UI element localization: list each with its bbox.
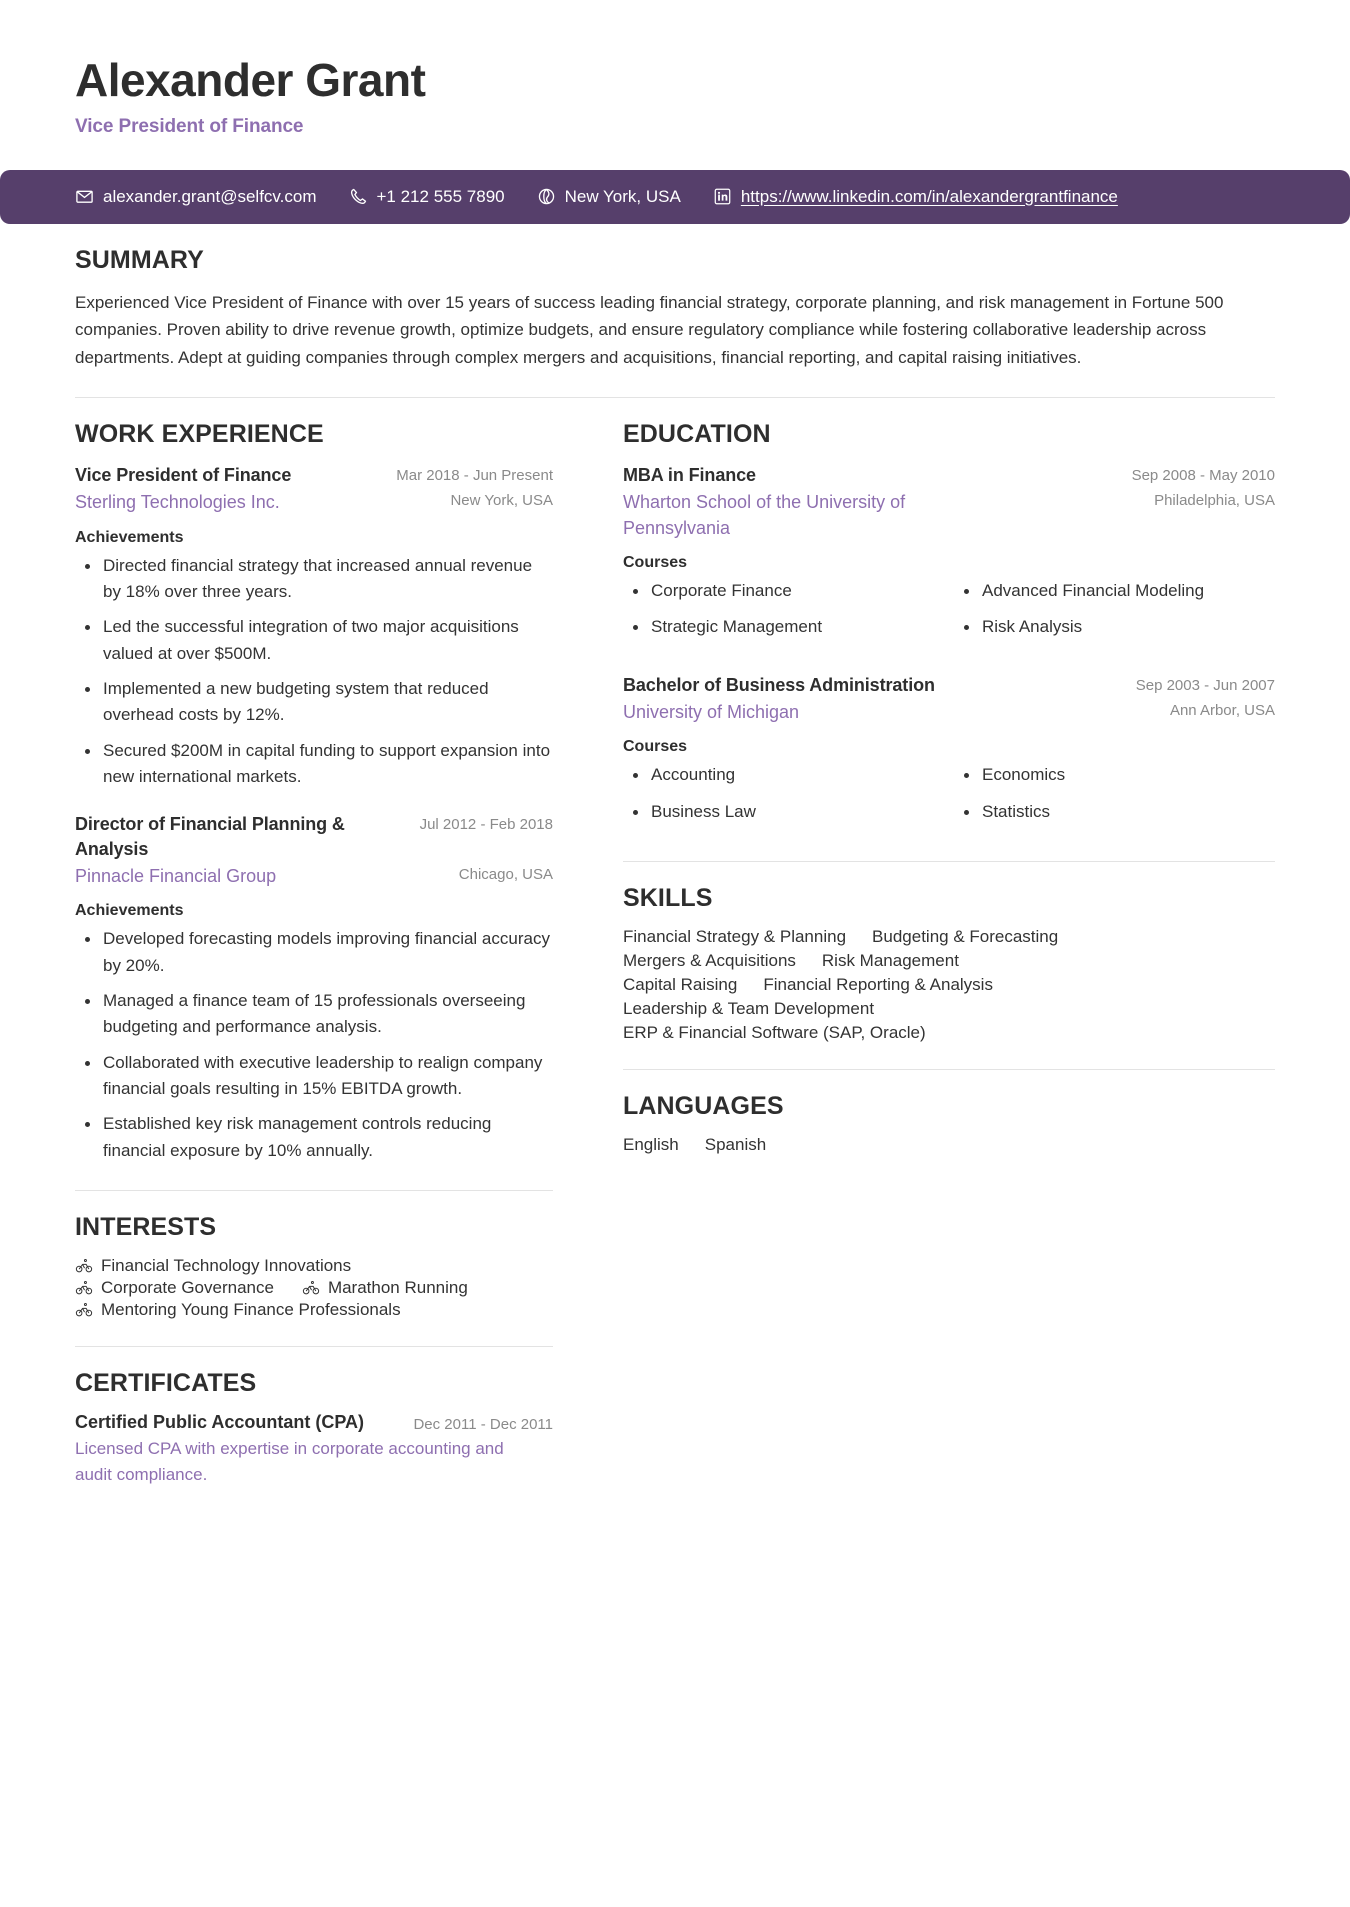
- work-entry-org-row: [75, 487, 553, 515]
- work-entry-dates: Jul 2012 - Feb 2018: [419, 816, 553, 834]
- list-item: Led the successful integration of two major acquisitions valued at over $500M.: [75, 614, 553, 667]
- divider-skills: [623, 861, 1275, 862]
- list-item: Directed financial strategy that increased annual revenue by 18% over three years.: [75, 553, 553, 606]
- divider-certificates: [75, 1346, 553, 1347]
- divider-languages: [623, 1069, 1275, 1070]
- certificates-heading: CERTIFICATES: [75, 1368, 257, 1397]
- list-item: Secured $200M in capital funding to support expansion into new international markets.: [75, 738, 553, 791]
- course-item: Strategic Management: [623, 614, 944, 640]
- page-title: Alexander Grant: [75, 54, 426, 106]
- left-column: [75, 398, 588, 1510]
- list-item: Developed forecasting models improving financial accuracy by 20%.: [75, 926, 553, 979]
- interests-row-3: [75, 1300, 515, 1320]
- skill-item: Mergers & Acquisitions: [623, 951, 796, 971]
- work-entry-organization: Sterling Technologies Inc.: [75, 492, 280, 513]
- education-dates: Sep 2003 - Jun 2007: [1135, 676, 1275, 694]
- resume-content: [0, 246, 1350, 1511]
- education-dates: Sep 2008 - May 2010: [1131, 467, 1275, 485]
- interests-section: [75, 1213, 553, 1320]
- interest-item: [75, 1278, 274, 1298]
- languages-list: [623, 1135, 1275, 1155]
- bicycle-icon: [75, 1257, 93, 1275]
- course-item: Corporate Finance: [623, 578, 944, 604]
- education-location: Philadelphia, USA: [1154, 492, 1275, 510]
- education-school: Wharton School of the University of Pennsylvania: [623, 492, 906, 538]
- work-entry-sublabel: Achievements: [75, 528, 184, 546]
- skill-item: Risk Management: [821, 951, 959, 971]
- certificate-description: Licensed CPA with expertise in corporate accounting and audit compliance.: [75, 1438, 504, 1485]
- education-title-row: [623, 463, 1275, 487]
- languages-section: [623, 1092, 1275, 1155]
- education-courses: [623, 762, 1275, 835]
- contact-location-text: New York, USA: [564, 186, 681, 206]
- work-entry-title-row: [75, 812, 553, 861]
- education-courses-label: Courses: [623, 553, 688, 571]
- skill-item: Capital Raising: [623, 975, 738, 995]
- languages-heading: LANGUAGES: [623, 1092, 784, 1121]
- certificate-dates: Dec 2011 - Dec 2011: [413, 1415, 553, 1433]
- course-item: Accounting: [623, 762, 944, 788]
- bicycle-icon: [75, 1301, 93, 1319]
- list-item: Established key risk management controls reducing financial exposure by 10% annually.: [75, 1111, 553, 1164]
- education-courses: [623, 578, 1275, 651]
- education-section: [623, 420, 1275, 835]
- contact-phone: [349, 187, 505, 207]
- course-item: Advanced Financial Modeling: [954, 578, 1275, 604]
- work-entry-title-row: [75, 463, 553, 487]
- interests-row-2: [75, 1278, 515, 1298]
- contact-phone-text: +1 212 555 7890: [376, 186, 505, 206]
- skills-row: [623, 975, 1275, 995]
- list-item: Collaborated with executive leadership to realign company financial goals resulting in 15% EBITDA growth.: [75, 1050, 553, 1103]
- two-column-body: [75, 398, 1275, 1510]
- interests-heading: INTERESTS: [75, 1212, 217, 1241]
- education-location: Ann Arbor, USA: [1169, 702, 1275, 720]
- work-entry-org-row: [75, 861, 553, 889]
- bicycle-icon: [75, 1279, 93, 1297]
- language-item: Spanish: [704, 1135, 767, 1155]
- summary-text: Experienced Vice President of Finance with over 15 years of success leading financial strategy, corporate planning, and risk management in Fortune 500 companies. Proven ability to drive revenue growth, optimize budgets, and ensure regulatory compliance while fostering collaborative leadership across departments. Adept at guiding companies through complex mergers and acquisitions, financial reporting, and capital raising initiatives.: [75, 292, 1224, 367]
- work-entry-bullets: [75, 926, 553, 1164]
- work-entry-sublabel: Achievements: [75, 902, 184, 920]
- phone-icon: [349, 187, 368, 206]
- skills-heading: SKILLS: [623, 884, 713, 913]
- list-item: Managed a finance team of 15 professionals overseeing budgeting and performance analysis.: [75, 988, 553, 1041]
- skill-item: Financial Strategy & Planning: [623, 927, 847, 947]
- contact-email: [75, 187, 317, 207]
- interest-item: [75, 1300, 401, 1320]
- interest-item: [75, 1256, 351, 1276]
- contact-bar: [0, 170, 1350, 224]
- interests-row-1: [75, 1256, 515, 1276]
- education-entry: [623, 673, 1275, 835]
- list-item: Implemented a new budgeting system that reduced overhead costs by 12%.: [75, 676, 553, 729]
- education-title-row: [623, 673, 1275, 697]
- work-entry: [75, 812, 553, 1164]
- right-column: [588, 398, 1275, 1155]
- resume-header: [0, 0, 1350, 156]
- skill-item: Financial Reporting & Analysis: [763, 975, 993, 995]
- skills-row: [623, 927, 1275, 947]
- contact-email-text: alexander.grant@selfcv.com: [103, 186, 317, 206]
- education-courses-label: Courses: [623, 738, 688, 756]
- skill-item: ERP & Financial Software (SAP, Oracle): [623, 1023, 926, 1043]
- divider-interests: [75, 1190, 553, 1191]
- contact-location: [537, 187, 681, 207]
- work-entry: [75, 463, 553, 790]
- work-entry-title: Director of Financial Planning & Analysis: [75, 814, 345, 859]
- skills-section: [623, 884, 1275, 1043]
- summary-heading: SUMMARY: [75, 245, 204, 274]
- interest-label: Corporate Governance: [101, 1277, 274, 1297]
- certificate-entry: [75, 1412, 553, 1489]
- interest-label: Mentoring Young Finance Professionals: [101, 1299, 401, 1319]
- skills-row: [623, 999, 1275, 1019]
- work-entry-title: Vice President of Finance: [75, 465, 292, 486]
- certificate-title: Certified Public Accountant (CPA): [75, 1411, 365, 1432]
- education-entry: [623, 463, 1275, 651]
- interest-item: [302, 1278, 468, 1298]
- certificates-section: [75, 1369, 553, 1489]
- skills-row: [623, 951, 1275, 971]
- skills-row: [623, 1023, 1275, 1043]
- work-experience-heading: WORK EXPERIENCE: [75, 420, 324, 449]
- globe-icon: [537, 187, 556, 206]
- interest-label: Marathon Running: [327, 1277, 468, 1297]
- work-entry-location: New York, USA: [450, 492, 553, 510]
- education-heading: EDUCATION: [623, 420, 771, 449]
- contact-linkedin[interactable]: [713, 187, 1118, 207]
- education-degree: Bachelor of Business Administration: [623, 674, 935, 695]
- education-degree: MBA in Finance: [623, 465, 756, 486]
- skill-item: Leadership & Team Development: [623, 999, 875, 1019]
- work-experience-section: [75, 420, 553, 1164]
- education-school: University of Michigan: [623, 702, 800, 723]
- work-entry-dates: Mar 2018 - Jun Present: [396, 467, 553, 485]
- envelope-icon: [75, 187, 94, 206]
- course-item: Risk Analysis: [954, 614, 1275, 640]
- bicycle-icon: [302, 1279, 320, 1297]
- course-item: Statistics: [954, 799, 1275, 825]
- skill-item: Budgeting & Forecasting: [872, 927, 1059, 947]
- work-entry-location: Chicago, USA: [458, 866, 553, 884]
- linkedin-icon: [713, 187, 732, 206]
- education-school-row: [623, 697, 1275, 725]
- course-item: Business Law: [623, 799, 944, 825]
- summary-section: [75, 246, 1275, 372]
- header-job-title: Vice President of Finance: [75, 115, 304, 137]
- interest-label: Financial Technology Innovations: [101, 1255, 352, 1275]
- certificate-title-row: [75, 1412, 553, 1433]
- contact-linkedin-link[interactable]: https://www.linkedin.com/in/alexandergrantfinance: [740, 186, 1118, 206]
- education-school-row: [623, 487, 1275, 540]
- language-item: English: [623, 1135, 679, 1155]
- course-item: Economics: [954, 762, 1275, 788]
- work-entry-organization: Pinnacle Financial Group: [75, 866, 277, 887]
- work-entry-bullets: [75, 553, 553, 791]
